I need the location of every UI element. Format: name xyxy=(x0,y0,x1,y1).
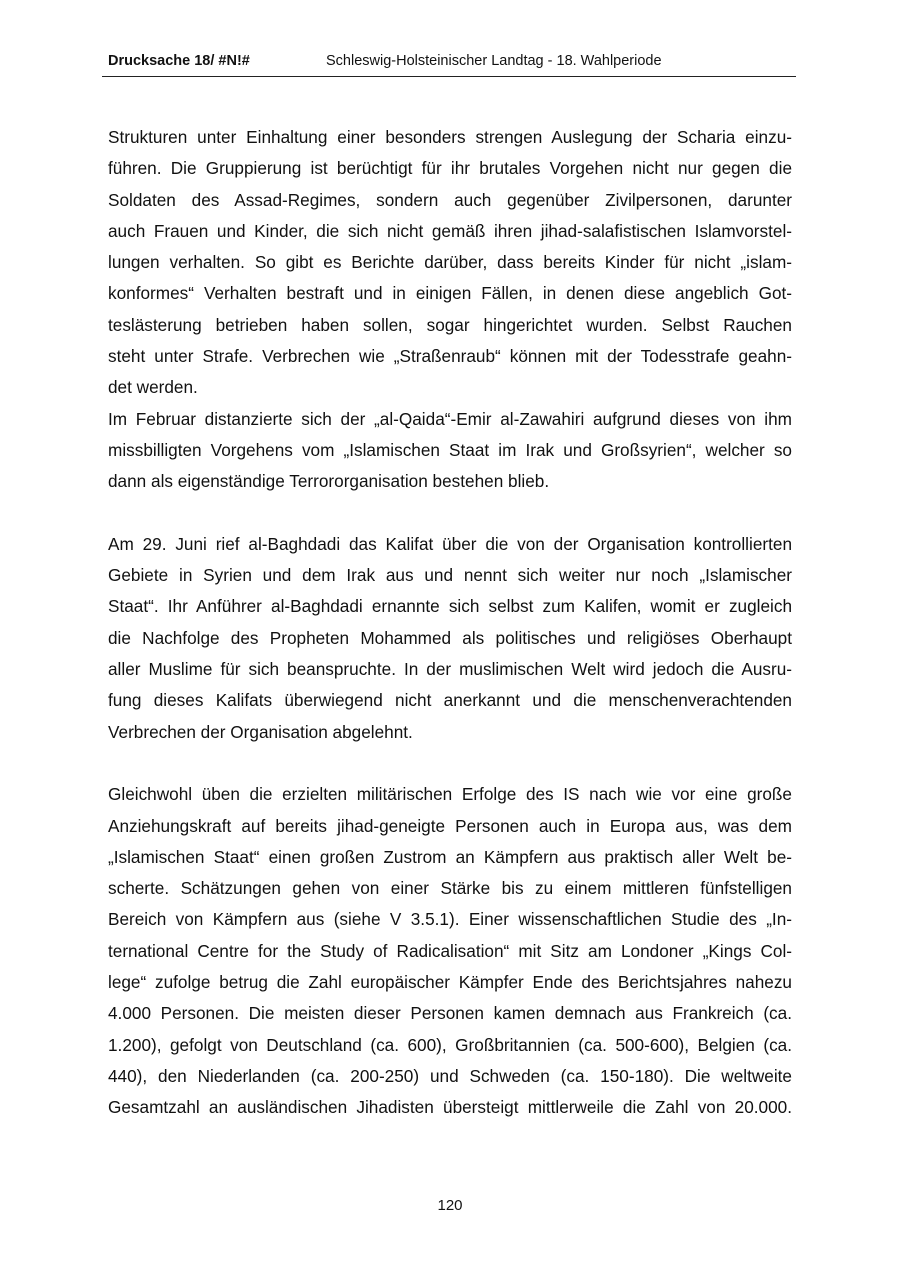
text-line: führen. Die Gruppierung ist berüchtigt für ihr brutales Vorgehen nicht nur gegen die xyxy=(108,158,792,179)
text-line: Verbrechen der Organisation abgelehnt. xyxy=(108,721,413,742)
paragraph-4 xyxy=(108,779,792,1123)
text-line: Gleichwohl üben die erzielten militärischen Erfolge des IS nach wie vor eine große xyxy=(108,784,792,805)
text-line: Staat“. Ihr Anführer al-Baghdadi ernannte sich selbst zum Kalifen, womit er zugleich xyxy=(108,596,792,617)
text-line: Bereich von Kämpfern aus (siehe V 3.5.1). Einer wissenschaftlichen Studie des „In- xyxy=(108,909,792,930)
text-line: 1.200), gefolgt von Deutschland (ca. 600), Großbritannien (ca. 500-600), Belgien (ca. xyxy=(108,1034,792,1055)
text-line: steht unter Strafe. Verbrechen wie „Straßenraub“ können mit der Todesstrafe geahn- xyxy=(108,346,792,367)
text-line: scherte. Schätzungen gehen von einer Stärke bis zu einem mittleren fünfstelligen xyxy=(108,878,792,899)
text-line: Gesamtzahl an ausländischen Jihadisten übersteigt mittlerweile die Zahl von 20.000. xyxy=(108,1097,792,1118)
text-line: aller Muslime für sich beanspruchte. In der muslimischen Welt wird jedoch die Ausru- xyxy=(108,659,792,680)
text-line: fung dieses Kalifats überwiegend nicht anerkannt und die menschenverachtenden xyxy=(108,690,792,711)
paragraph-3 xyxy=(108,529,792,748)
paragraph-1 xyxy=(108,122,792,404)
paragraph-spacer xyxy=(108,498,792,529)
text-line: Gebiete in Syrien und dem Irak aus und nennt sich weiter nur noch „Islamischer xyxy=(108,565,792,586)
page-header xyxy=(102,50,796,77)
page-number: 120 xyxy=(437,1197,463,1214)
text-line: lungen verhalten. So gibt es Berichte darüber, dass bereits Kinder für nicht „islam- xyxy=(108,252,792,273)
text-line: teslästerung betrieben haben sollen, sogar hingerichtet wurden. Selbst Rauchen xyxy=(108,314,792,335)
text-line: ternational Centre for the Study of Radicalisation“ mit Sitz am Londoner „Kings Col- xyxy=(108,940,792,961)
text-line: 440), den Niederlanden (ca. 200-250) und Schweden (ca. 150-180). Die weltweite xyxy=(108,1065,792,1086)
text-line: 4.000 Personen. Die meisten dieser Personen kamen demnach aus Frankreich (ca. xyxy=(108,1003,792,1024)
text-line: Am 29. Juni rief al-Baghdadi das Kalifat über die von der Organisation kontrollierten xyxy=(108,533,792,554)
text-line: auch Frauen und Kinder, die sich nicht gemäß ihren jihad-salafistischen Islamvorstel- xyxy=(108,220,792,241)
text-line: die Nachfolge des Propheten Mohammed als politisches und religiöses Oberhaupt xyxy=(108,627,792,648)
text-line: „Islamischen Staat“ einen großen Zustrom an Kämpfern aus praktisch aller Welt be- xyxy=(108,846,792,867)
text-line: konformes“ Verhalten bestraft und in einigen Fällen, in denen diese angeblich Got- xyxy=(108,283,792,304)
paragraph-2 xyxy=(108,404,792,498)
text-line: dann als eigenständige Terrororganisation bestehen blieb. xyxy=(108,471,550,492)
text-line: Strukturen unter Einhaltung einer besonders strengen Auslegung der Scharia einzu- xyxy=(108,127,792,147)
text-line: missbilligten Vorgehens vom „Islamischen Staat im Irak und Großsyrien“, welcher so xyxy=(108,439,792,460)
text-line: Soldaten des Assad-Regimes, sondern auch gegenüber Zivilpersonen, darunter xyxy=(108,189,792,210)
text-line: Im Februar distanzierte sich der „al-Qaida“-Emir al-Zawahiri aufgrund dieses von ihm xyxy=(108,408,792,429)
text-line: lege“ zufolge betrug die Zahl europäischer Kämpfer Ende des Berichtsjahres nahezu xyxy=(108,972,792,993)
text-line: det werden. xyxy=(108,377,198,398)
text-line: Anziehungskraft auf bereits jihad-geneigte Personen auch in Europa aus, was dem xyxy=(108,815,792,836)
body-text xyxy=(108,122,792,1124)
header-title: Schleswig-Holsteinischer Landtag - 18. Wahlperiode xyxy=(326,53,662,69)
paragraph-spacer xyxy=(108,748,792,779)
document-id: Drucksache 18/ #N!# xyxy=(108,53,250,69)
